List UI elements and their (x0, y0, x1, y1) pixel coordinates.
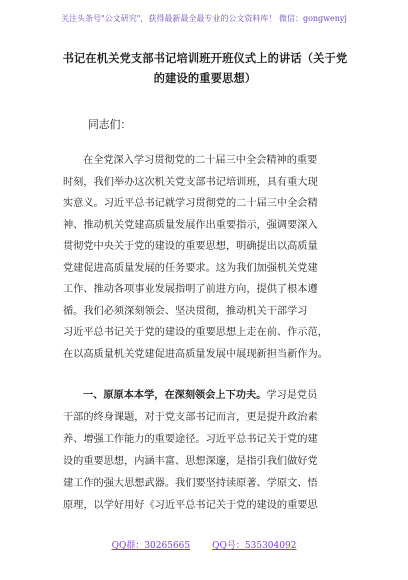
paragraph-1-line: 实意义。习近平总书记就学习贯彻党的二十届三中全会精 (63, 198, 318, 209)
document-title-line-2: 的建设的重要思想） (153, 71, 257, 85)
paragraph-1-line: 贯彻党中央关于党的建设的重要思想，明确提出以高质量 (63, 241, 318, 252)
paragraph-1 (63, 150, 353, 365)
paragraph-1-line: 循。我们必须深刻领会、坚决贯彻，推动机关干部学习 (63, 305, 308, 317)
section-heading-1: 一、原原本本学，在深刻领会上下功夫。 (83, 389, 267, 401)
paragraph-1-line: 党建促进高质量发展的任务要求。这为我们加强机关党建 (63, 262, 318, 274)
document-title-line-1: 书记在机关党支部书记培训班开班仪式上的讲话（关于党 (62, 51, 348, 65)
footer-qq-number: QQ号：535304092 (212, 541, 297, 551)
paragraph-2-line: 设的重要思想，内涵丰富、思想深邃，是指引我们做好党 (63, 456, 318, 467)
paragraph-1-line: 在全党深入学习贯彻党的二十届三中全会精神的重要 (83, 155, 318, 166)
paragraph-2-first-line-rest: 学习是党员 (266, 390, 318, 401)
paragraph-2-first-line (63, 384, 353, 407)
paragraph-1-line: 在以高质量机关党建促进高质量发展中展现新担当新作为。 (63, 348, 328, 360)
document-title (60, 48, 350, 88)
paragraph-2-line: 干部的终身课题，对于党支部书记而言，更是提升政治素 (63, 412, 318, 423)
footer-contact (0, 538, 408, 551)
paragraph-1-line: 时刻，我们举办这次机关党支部书记培训班，具有重大现 (63, 176, 318, 188)
salutation: 同志们： (88, 118, 132, 131)
paragraph-1-line: 习近平总书记关于党的建设的重要思想上走在前、作示范， (63, 327, 328, 338)
paragraph-2-line: 建工作的强大思想武器。我们要坚持读原著、学原文、悟 (63, 478, 318, 489)
footer-qq-group: QQ群：30265665 (111, 541, 191, 551)
paragraph-1-line: 工作、推动各项事业发展指明了前进方向，提供了根本遵 (63, 284, 318, 295)
paragraph-2-line: 原理，以学好用好《习近平总书记关于党的建设的重要思 (63, 500, 318, 511)
paragraph-1-line: 神、推动机关党建高质量发展作出重要指示，强调要深入 (63, 219, 318, 231)
header-promo-note: 关注头条号"公文研究"，获得最新最全最专业的公文资料库！ 微信：gongwenyj (61, 14, 347, 23)
paragraph-2 (63, 384, 353, 517)
paragraph-2-line: 养、增强工作能力的重要途径。习近平总书记关于党的建 (63, 434, 318, 445)
